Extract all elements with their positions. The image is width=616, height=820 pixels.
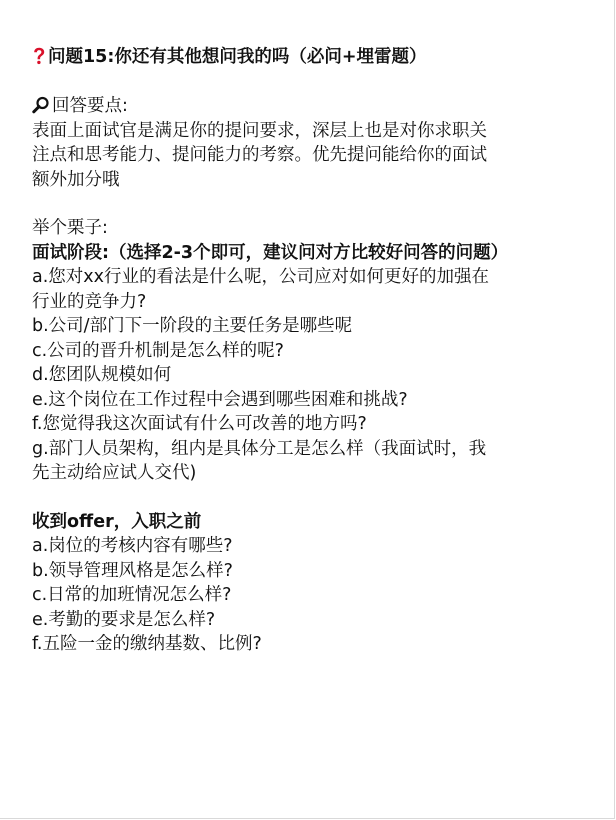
answer-points-heading-text: 回答要点: (52, 96, 128, 116)
answer-points-heading (32, 94, 592, 119)
document-content (32, 44, 592, 657)
interview-question-item: 行业的竞争力? (32, 291, 147, 312)
magnifier-icon (32, 94, 52, 119)
offer-question-item: e.考勤的要求是怎么样? (32, 609, 216, 630)
interview-question-item: 先主动给应试人交代) (32, 463, 197, 483)
offer-question-item: a.岗位的考核内容有哪些? (32, 536, 233, 556)
page-title (32, 44, 592, 70)
interview-question-item: f.您觉得我这次面试有什么可改善的地方吗? (32, 414, 367, 434)
answer-points-line: 注点和思考能力、提问能力的考察。优先提问能给你的面试 (32, 145, 487, 165)
page-title-text: 问题15:你还有其他想问我的吗（必问+埋雷题） (48, 47, 427, 67)
section-spacer (32, 486, 592, 510)
interview-stage-heading: 面试阶段:（选择2-3个即可，建议问对方比较好问答的问题） (32, 242, 509, 263)
offer-stage-heading: 收到offer，入职之前 (32, 511, 202, 532)
interview-question-item: e.这个岗位在工作过程中会遇到哪些困难和挑战? (32, 389, 408, 410)
interview-question-item: b.公司/部门下一阶段的主要任务是哪些呢 (32, 316, 353, 336)
offer-question-item: b.领导管理风格是怎么样? (32, 560, 233, 581)
interview-question-item: g.部门人员架构，组内是具体分工是怎么样（我面试时，我 (32, 438, 487, 459)
offer-question-item: f.五险一金的缴纳基数、比例? (32, 634, 262, 654)
answer-points-line: 表面上面试官是满足你的提问要求，深层上也是对你求职关 (32, 120, 487, 141)
examples-heading: 举个栗子: (32, 218, 108, 238)
interview-question-item: a.您对xx行业的看法是什么呢，公司应对如何更好的加强在 (32, 267, 489, 287)
section-spacer (32, 192, 592, 216)
interview-question-item: d.您团队规模如何 (32, 365, 172, 385)
interview-question-item: c.公司的晋升机制是怎么样的呢? (32, 340, 284, 361)
offer-question-item: c.日常的加班情况怎么样? (32, 585, 232, 605)
answer-points-line: 额外加分哦 (32, 169, 120, 190)
red-question-mark-icon (32, 44, 48, 70)
